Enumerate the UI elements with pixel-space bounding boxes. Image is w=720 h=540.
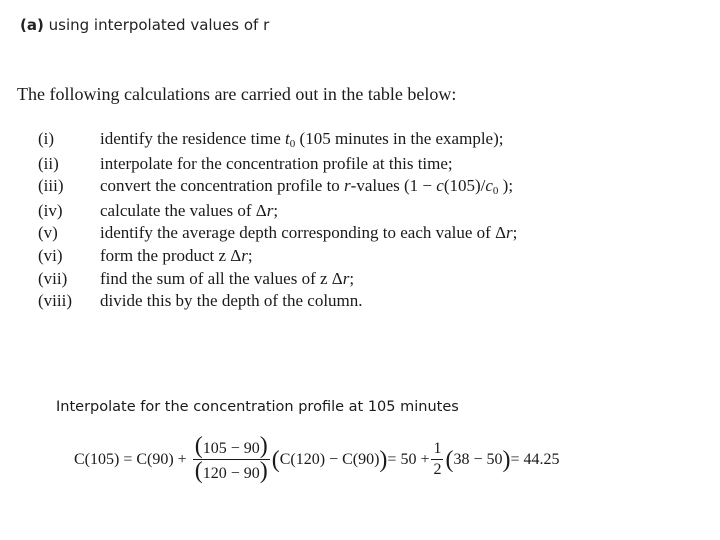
step-iv: (iv) calculate the values of Δr; — [38, 200, 279, 220]
interpolation-formula: C(105) = C(90) + $\frac{(105 - 90)}{(120 - 90)}$ ( C(120) − C(90) ) = 50 + $\frac{1}{2}$ ( 38 − 50 ) = 44.25 — [74, 433, 560, 484]
section-label: (a) — [20, 16, 44, 34]
step-i: (i) identify the residence time t0 (105 minutes in the example); — [38, 129, 504, 150]
formula-result: = 44.25 — [510, 450, 560, 468]
section-title: using interpolated values of r — [48, 16, 270, 34]
step-viii: (viii) divide this by the depth of the column. — [38, 291, 363, 311]
steps-list — [38, 128, 517, 313]
interpolation-caption: Interpolate for the concentration profile at 105 minutes — [56, 399, 459, 415]
formula-term: C(120) − C(90) — [279, 450, 380, 468]
formula-fraction-1: $\frac{(105 - 90)}{(120 - 90)}$ — [194, 433, 268, 484]
intro-text: The following calculations are carried out in the table below: — [17, 84, 457, 104]
formula-term-2: 38 − 50 — [453, 450, 503, 468]
step-ii: (ii) interpolate for the concentration profile at this time; — [38, 153, 453, 173]
step-iii: (iii) convert the concentration profile to r-values (1 − c(105)/c0 ); — [38, 176, 514, 198]
formula-eq: = 50 + — [387, 450, 430, 468]
formula-fraction-2: $\frac{1}{2}$ — [433, 440, 442, 478]
section-heading — [20, 16, 269, 34]
formula-lhs: C(105) = C(90) + — [74, 450, 187, 468]
step-vii: (vii) find the sum of all the values of z Δr; — [38, 268, 355, 288]
step-vi: (vi) form the product z Δr; — [38, 245, 253, 265]
step-v: (v) identify the average depth corresponding to each value of Δr; — [38, 223, 518, 243]
